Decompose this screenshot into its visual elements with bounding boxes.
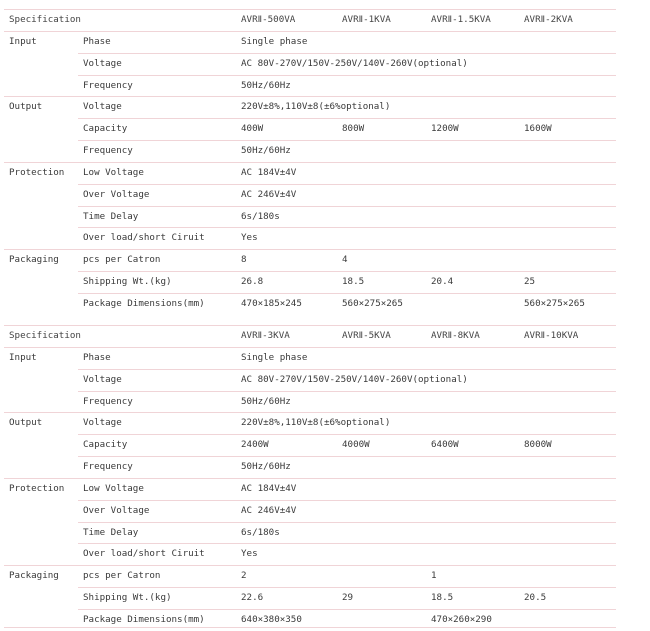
- table-bottom-border: [4, 627, 616, 628]
- value-cell-4: 8000W: [524, 439, 552, 451]
- category-cell: Packaging: [9, 570, 59, 582]
- row-divider: [78, 53, 616, 54]
- table-row: [4, 118, 616, 140]
- model-name-header: AVRⅡ-1KVA: [342, 14, 391, 25]
- value-cell-1: AC 184V±4V: [241, 166, 297, 178]
- parameter-cell: Frequency: [83, 395, 133, 407]
- category-cell: Protection: [9, 482, 65, 494]
- row-divider: [78, 293, 616, 294]
- value-cell-3: 1200W: [431, 123, 459, 135]
- value-cell-1: 220V±8%,110V±8(±6%optional): [241, 101, 391, 113]
- table-row: [4, 96, 616, 118]
- value-cell-1: 6s/180s: [241, 210, 280, 222]
- table-row: [4, 522, 616, 544]
- row-divider: [4, 96, 616, 97]
- value-cell-1: AC 246V±4V: [241, 504, 297, 516]
- row-divider: [4, 249, 616, 250]
- parameter-cell: Over load/short Ciruit: [83, 232, 205, 244]
- value-cell-2: 18.5: [342, 276, 365, 288]
- value-cell-4: 25: [524, 276, 536, 288]
- category-cell: Output: [9, 101, 43, 113]
- table-row: [4, 456, 616, 478]
- model-name-header: AVRⅡ-500VA: [241, 14, 296, 25]
- value-cell-3: 470×260×290: [431, 613, 492, 625]
- parameter-cell: Frequency: [83, 461, 133, 473]
- row-divider: [78, 118, 616, 119]
- table-row: [4, 271, 616, 293]
- parameter-cell: Shipping Wt.(kg): [83, 592, 172, 604]
- row-divider: [78, 434, 616, 435]
- table-row: [4, 293, 616, 315]
- value-cell-2: 560×275×265: [342, 297, 403, 309]
- parameter-cell: Low Voltage: [83, 166, 144, 178]
- header-label: Specification: [9, 330, 81, 341]
- table-row: [4, 249, 616, 271]
- row-divider: [4, 565, 616, 566]
- model-name-header: AVRⅡ-5KVA: [342, 330, 391, 341]
- parameter-cell: Low Voltage: [83, 482, 144, 494]
- value-cell-1: AC 80V-270V/150V-250V/140V-260V(optional): [241, 373, 468, 385]
- table-row: [4, 206, 616, 228]
- table-row: [4, 347, 616, 369]
- parameter-cell: Voltage: [83, 101, 122, 113]
- value-cell-1: 400W: [241, 123, 264, 135]
- value-cell-1: AC 184V±4V: [241, 482, 297, 494]
- parameter-cell: Shipping Wt.(kg): [83, 276, 172, 288]
- value-cell-1: 50Hz/60Hz: [241, 395, 291, 407]
- value-cell-3: 1: [431, 570, 437, 582]
- row-divider: [78, 369, 616, 370]
- parameter-cell: pcs per Catron: [83, 254, 161, 266]
- value-cell-2: 4000W: [342, 439, 370, 451]
- value-cell-1: Single phase: [241, 351, 308, 363]
- value-cell-1: Yes: [241, 232, 258, 244]
- row-divider: [4, 347, 616, 348]
- category-cell: Protection: [9, 166, 65, 178]
- value-cell-1: AC 80V-270V/150V-250V/140V-260V(optional): [241, 57, 468, 69]
- row-divider: [78, 184, 616, 185]
- row-divider: [78, 456, 616, 457]
- value-cell-3: 18.5: [431, 592, 454, 604]
- parameter-cell: Capacity: [83, 439, 128, 451]
- value-cell-1: 26.8: [241, 276, 264, 288]
- row-divider: [4, 162, 616, 163]
- table-row: [4, 227, 616, 249]
- row-divider: [78, 271, 616, 272]
- table-row: [4, 31, 616, 53]
- value-cell-1: 50Hz/60Hz: [241, 145, 291, 157]
- table-row: [4, 478, 616, 500]
- value-cell-4: 20.5: [524, 592, 547, 604]
- model-name-header: AVRⅡ-8KVA: [431, 330, 480, 341]
- row-divider: [4, 325, 616, 326]
- row-divider: [78, 227, 616, 228]
- value-cell-4: 560×275×265: [524, 297, 585, 309]
- value-cell-1: 22.6: [241, 592, 264, 604]
- value-cell-1: 470×185×245: [241, 297, 302, 309]
- category-cell: Packaging: [9, 254, 59, 266]
- row-divider: [78, 206, 616, 207]
- table-row: [4, 587, 616, 609]
- value-cell-1: 2400W: [241, 439, 269, 451]
- row-divider: [78, 543, 616, 544]
- row-divider: [78, 522, 616, 523]
- table-row: [4, 140, 616, 162]
- parameter-cell: Phase: [83, 35, 111, 47]
- table-row: [4, 391, 616, 413]
- row-divider: [4, 412, 616, 413]
- model-name-header: AVRⅡ-3KVA: [241, 330, 290, 341]
- table-row: [4, 500, 616, 522]
- table-header-row: [4, 9, 616, 31]
- table-row: [4, 162, 616, 184]
- model-name-header: AVRⅡ-10KVA: [524, 330, 579, 341]
- category-cell: Input: [9, 35, 37, 47]
- value-cell-1: 50Hz/60Hz: [241, 79, 291, 91]
- row-divider: [78, 75, 616, 76]
- parameter-cell: pcs per Catron: [83, 570, 161, 582]
- value-cell-1: 220V±8%,110V±8(±6%optional): [241, 417, 391, 429]
- row-divider: [4, 31, 616, 32]
- value-cell-1: 640×380×350: [241, 613, 302, 625]
- value-cell-1: Yes: [241, 548, 258, 560]
- parameter-cell: Over Voltage: [83, 504, 150, 516]
- value-cell-1: 2: [241, 570, 247, 582]
- row-divider: [4, 478, 616, 479]
- table-row: [4, 369, 616, 391]
- value-cell-1: Single phase: [241, 35, 308, 47]
- parameter-cell: Capacity: [83, 123, 128, 135]
- spec-table-3kva-10kva: [4, 325, 616, 631]
- value-cell-3: 6400W: [431, 439, 459, 451]
- parameter-cell: Phase: [83, 351, 111, 363]
- parameter-cell: Time Delay: [83, 210, 139, 222]
- value-cell-4: 1600W: [524, 123, 552, 135]
- parameter-cell: Frequency: [83, 145, 133, 157]
- model-name-header: AVRⅡ-1.5KVA: [431, 14, 491, 25]
- table-row: [4, 412, 616, 434]
- spec-table-500va-2kva: [4, 9, 616, 315]
- row-divider: [78, 609, 616, 610]
- value-cell-2: 29: [342, 592, 354, 604]
- category-cell: Input: [9, 351, 37, 363]
- row-divider: [78, 391, 616, 392]
- header-label: Specification: [9, 14, 81, 25]
- value-cell-1: 6s/180s: [241, 526, 280, 538]
- value-cell-1: AC 246V±4V: [241, 188, 297, 200]
- value-cell-1: 50Hz/60Hz: [241, 461, 291, 473]
- value-cell-2: 800W: [342, 123, 365, 135]
- row-divider: [78, 587, 616, 588]
- parameter-cell: Package Dimensions(mm): [83, 613, 205, 625]
- parameter-cell: Frequency: [83, 79, 133, 91]
- table-header-row: [4, 325, 616, 347]
- table-row: [4, 75, 616, 97]
- model-name-header: AVRⅡ-2KVA: [524, 14, 573, 25]
- parameter-cell: Voltage: [83, 373, 122, 385]
- row-divider: [78, 140, 616, 141]
- parameter-cell: Time Delay: [83, 526, 139, 538]
- value-cell-2: 4: [342, 254, 348, 266]
- parameter-cell: Package Dimensions(mm): [83, 297, 205, 309]
- parameter-cell: Over Voltage: [83, 188, 150, 200]
- parameter-cell: Voltage: [83, 417, 122, 429]
- row-divider: [78, 500, 616, 501]
- table-row: [4, 53, 616, 75]
- row-divider: [4, 9, 616, 10]
- table-row: [4, 565, 616, 587]
- value-cell-1: 8: [241, 254, 247, 266]
- table-row: [4, 184, 616, 206]
- table-row: [4, 543, 616, 565]
- category-cell: Output: [9, 417, 43, 429]
- parameter-cell: Voltage: [83, 57, 122, 69]
- parameter-cell: Over load/short Ciruit: [83, 548, 205, 560]
- value-cell-3: 20.4: [431, 276, 454, 288]
- table-row: [4, 434, 616, 456]
